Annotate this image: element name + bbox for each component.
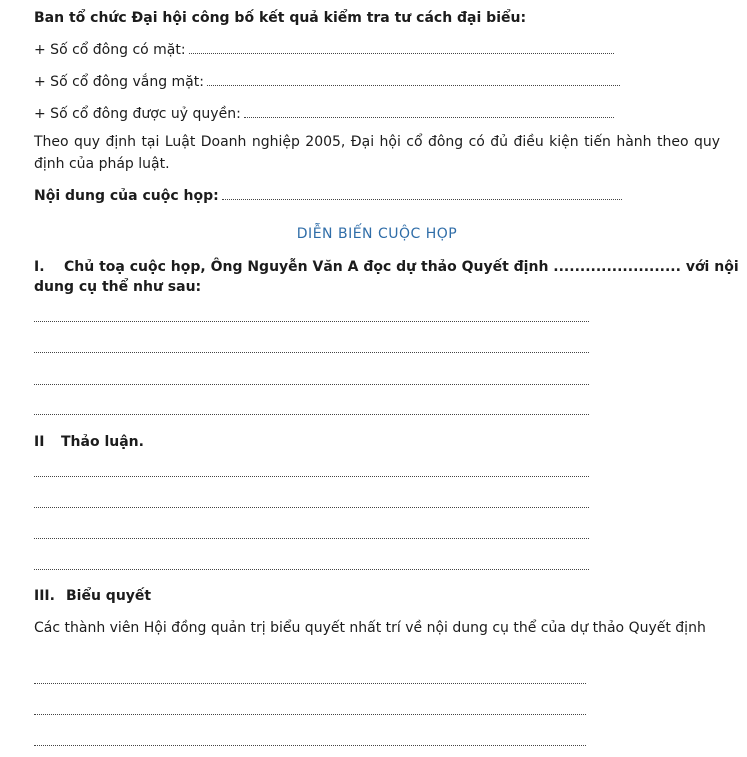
section-1-dots: ........................ <box>553 259 681 275</box>
authorized-label: + Số cổ đông được uỷ quyền: <box>34 106 241 122</box>
absent-blank[interactable] <box>207 73 620 86</box>
answer-line[interactable] <box>34 714 586 715</box>
answer-line[interactable] <box>34 384 589 385</box>
agenda-blank[interactable] <box>222 187 622 200</box>
agenda-label: Nội dung của cuộc họp: <box>34 188 219 204</box>
answer-line[interactable] <box>34 569 589 570</box>
present-row <box>34 40 614 60</box>
section-heading: DIỄN BIẾN CUỘC HỌP <box>296 226 458 242</box>
section-3-paragraph: Các thành viên Hội đồng quản trị biểu quyết nhất trí về nội dung cụ thể của dự thảo Quyết định <box>34 620 706 636</box>
absent-label: + Số cổ đông vắng mặt: <box>34 74 204 90</box>
section-1-number: I. <box>34 259 45 275</box>
authorized-row <box>34 104 614 124</box>
section-1-line-1 <box>34 257 739 277</box>
section-3-title: Biểu quyết <box>66 588 152 604</box>
present-label: + Số cổ đông có mặt: <box>34 42 186 58</box>
answer-line[interactable] <box>34 476 589 477</box>
section-2-number: II <box>34 434 45 450</box>
section-1-text-b: với nội <box>685 259 739 275</box>
answer-line[interactable] <box>34 352 589 353</box>
section-1-text-a: Chủ toạ cuộc họp, Ông Nguyễn Văn A đọc dự thảo Quyết định <box>64 259 549 275</box>
section-2-line <box>34 432 144 452</box>
authorized-blank[interactable] <box>244 105 614 118</box>
answer-line[interactable] <box>34 507 589 508</box>
legal-paragraph: Theo quy định tại Luật Doanh nghiệp 2005, Đại hội cổ đông có đủ điều kiện tiến hành theo quy định của pháp luật. <box>34 134 720 172</box>
answer-line[interactable] <box>34 745 586 746</box>
answer-line[interactable] <box>34 538 589 539</box>
agenda-row <box>34 186 622 206</box>
answer-line[interactable] <box>34 683 586 684</box>
section-2-title: Thảo luận. <box>61 434 144 450</box>
answer-line[interactable] <box>34 321 589 322</box>
answer-line[interactable] <box>34 414 589 415</box>
present-blank[interactable] <box>189 41 614 54</box>
committee-title: Ban tổ chức Đại hội công bố kết quả kiểm tra tư cách đại biểu: <box>34 10 527 26</box>
section-1-line-2: dung cụ thể như sau: <box>34 279 202 295</box>
section-3-line <box>34 586 151 606</box>
section-3-number: III. <box>34 588 55 604</box>
absent-row <box>34 72 620 92</box>
